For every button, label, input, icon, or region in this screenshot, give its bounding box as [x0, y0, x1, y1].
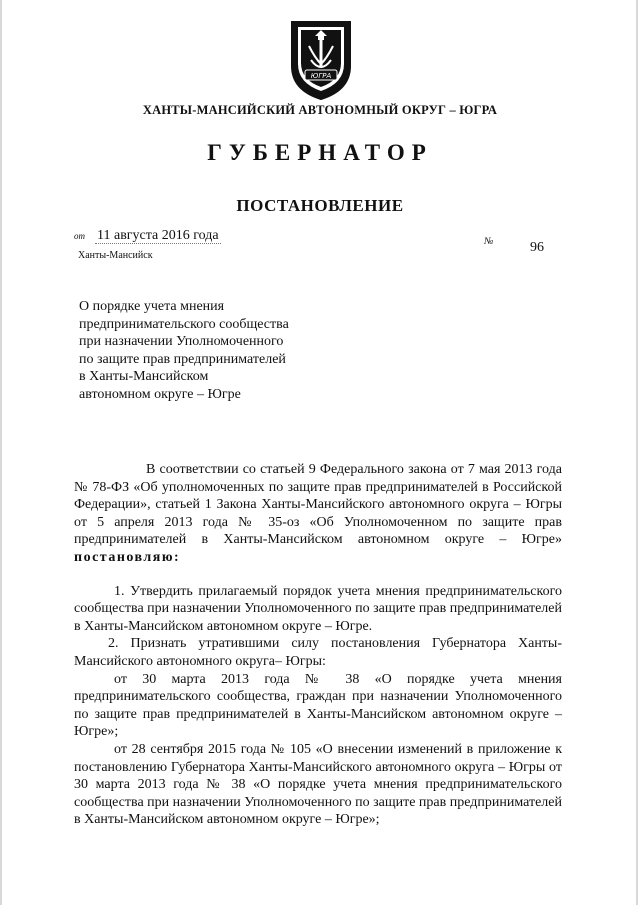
decree-word: постановляю:	[74, 549, 181, 565]
scan-edge-right	[636, 0, 638, 905]
document-title: ГУБЕРНАТОР	[207, 140, 433, 165]
item-2b-paragraph: от 28 сентября 2015 года № 105 «О внесении изменений в приложение к постановлению Губернатора Ханты-Мансийского автономного округа – Югры от 30 марта 2013 года № 38 «О порядке учета мнения предпринимательского сообщества при назначении Уполномоченного по защите прав предпринимателей в Ханты-Мансийском автономном округе – Югре»;	[74, 741, 562, 828]
item-1-paragraph: 1. Утвердить прилагаемый порядок учета мнения предпринимательского сообщества при назначении Уполномоченного по защите прав предпринимателей в Ханты-Мансийском автономном округе – Югре.	[74, 583, 562, 634]
document-subject	[79, 298, 329, 403]
document-city: Ханты-Мансийск	[78, 250, 153, 261]
item-2-paragraph: 2. Признать утратившими силу постановления Губернатора Ханты-Мансийского автономного округа– Югры:	[74, 636, 562, 669]
org-name: ХАНТЫ-МАНСИЙСКИЙ АВТОНОМНЫЙ ОКРУГ – ЮГРА	[142, 103, 498, 117]
item-2a-paragraph: от 30 марта 2013 года № 38 «О порядке учета мнения предпринимательского сообщества, граждан при назначении Уполномоченного по защите прав предпринимателей в Ханты-Мансийском автономном округе – Югре»;	[74, 671, 562, 740]
document-type: ПОСТАНОВЛЕНИЕ	[236, 196, 404, 215]
preamble-paragraph	[74, 461, 562, 567]
scan-edge-left	[0, 0, 2, 905]
document-body	[74, 461, 562, 829]
subject-line: О порядке учета мнения	[79, 299, 225, 314]
number-sign: №	[484, 236, 494, 247]
document-date: 11 августа 2016 года	[97, 228, 219, 243]
preamble-text: В соответствии со статьей 9 Федерального закона от 7 мая 2013 года № 78-ФЗ «Об уполномоченных по защите прав предпринимателей в Российской Федерации», статьей 1 Закона Ханты-Мансийского автономного округа – Югры от 5 апреля 2013 года № 35-оз «Об Уполномоченном по защите прав предпринимателей в Ханты-Мансийском автономном округе – Югре»	[74, 462, 562, 548]
subject-line: автономном округе – Югре	[79, 386, 241, 402]
date-line	[74, 228, 221, 244]
subject-line: по защите прав предпринимателей	[79, 351, 286, 367]
subject-line: в Ханты-Мансийском	[79, 369, 209, 384]
date-prefix: от	[74, 231, 85, 241]
coat-of-arms-emblem	[287, 16, 355, 102]
subject-line: при назначении Уполномоченного	[79, 334, 284, 349]
subject-line: предпринимательского сообщества	[79, 316, 289, 332]
emblem-label: ЮГРА	[310, 72, 332, 80]
document-number: 96	[530, 240, 544, 255]
